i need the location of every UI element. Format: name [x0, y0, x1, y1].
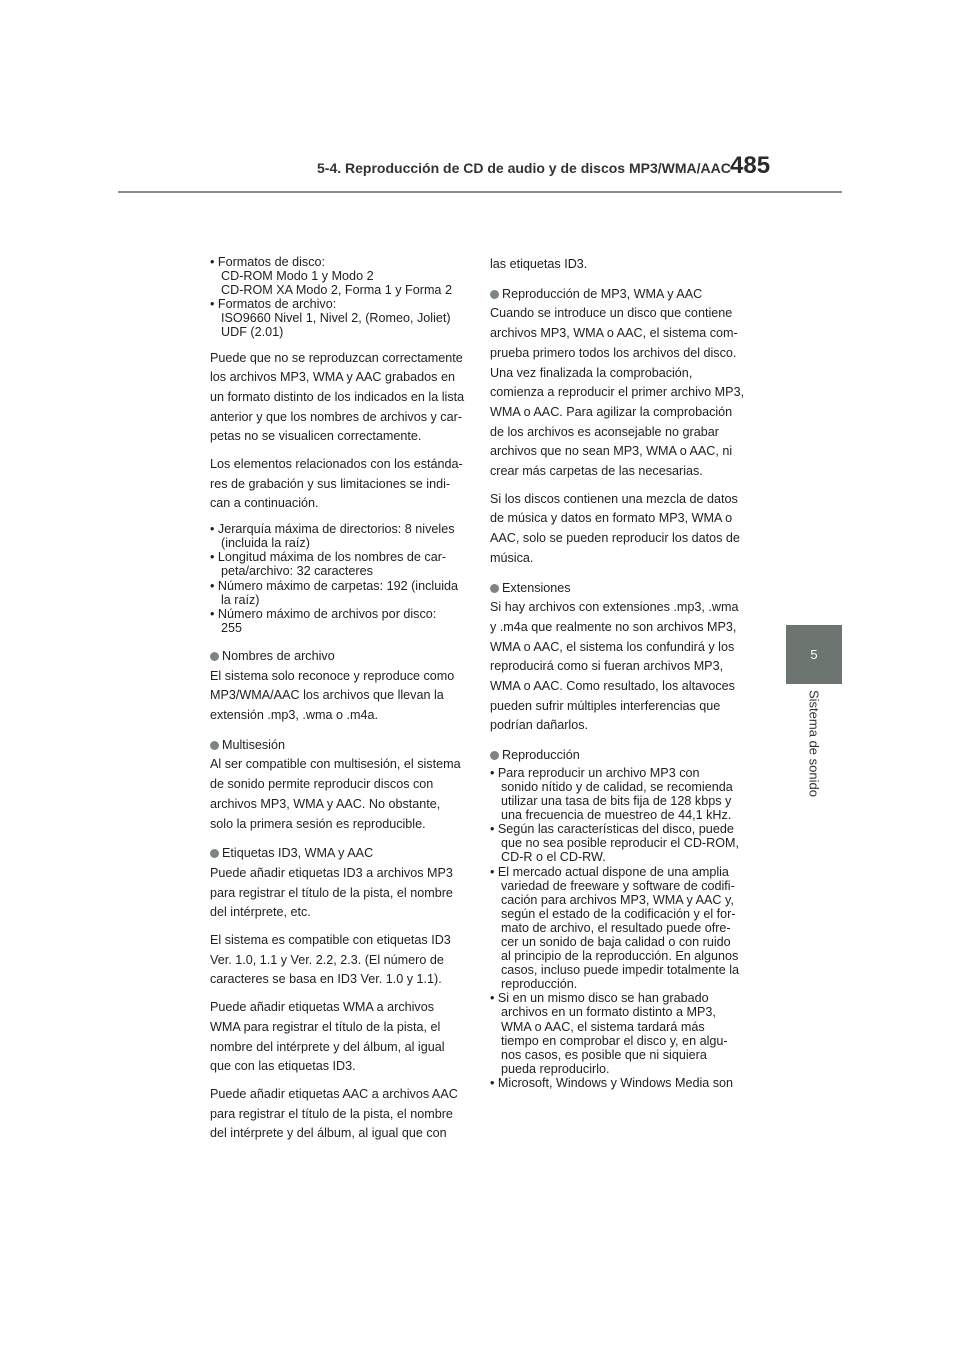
- text-line: que con las etiquetas ID3.: [210, 1059, 356, 1074]
- chapter-number: 5: [810, 647, 818, 662]
- chapter-label: [786, 690, 842, 820]
- list-item: nos casos, es posible que ni siquiera: [501, 1047, 707, 1062]
- text-line: solo la primera sesión es reproducible.: [210, 816, 426, 831]
- chapter-tab[interactable]: [786, 625, 842, 684]
- subheading: [210, 844, 468, 864]
- text-line: y .m4a que realmente no son archivos MP3,: [490, 619, 737, 634]
- list-item: según el estado de la codificación y el for-: [501, 906, 736, 921]
- text-line: los archivos MP3, WMA y AAC grabados en: [210, 370, 455, 385]
- bullet-dot-icon: [210, 849, 219, 858]
- text-line: podrían dañarlos.: [490, 718, 589, 733]
- text-line: anterior y que los nombres de archivos y car-: [210, 409, 462, 424]
- list-item: • Formatos de archivo:: [210, 297, 337, 312]
- text-line: reproducirá como si fueran archivos MP3,: [490, 659, 724, 674]
- text-line: de sonido permite reproducir discos con: [210, 777, 434, 792]
- text-line: archivos que no sean MP3, WMA o AAC, ni: [490, 444, 733, 459]
- text-line: del intérprete, etc.: [210, 905, 311, 920]
- text-line: de los archivos es aconsejable no grabar: [490, 424, 719, 439]
- section-title: 5-4. Reproducción de CD de audio y de discos MP3/WMA/AAC: [317, 160, 731, 176]
- subheading: [490, 579, 752, 599]
- paragraph: [210, 455, 468, 514]
- subheading-text: Nombres de archivo: [222, 648, 335, 663]
- paragraph: [490, 598, 752, 736]
- list-item: peta/archivo: 32 caracteres: [221, 564, 373, 579]
- text-line: pueden sufrir múltiples interferencias que: [490, 698, 721, 713]
- text-line: crear más carpetas de las necesarias.: [490, 464, 703, 479]
- paragraph: [490, 304, 752, 481]
- text-line: un formato distinto de los indicados en la lista: [210, 389, 465, 404]
- list-item: reproducción.: [501, 977, 578, 992]
- list-item: utilizar una tasa de bits fija de 128 kbps y: [501, 794, 732, 809]
- text-line: Puede añadir etiquetas AAC a archivos AAC: [210, 1087, 458, 1101]
- list-item: • Microsoft, Windows y Windows Media son: [490, 1075, 734, 1090]
- list-item: casos, incluso puede impedir totalmente la: [501, 963, 740, 978]
- list-item: una frecuencia de muestreo de 44,1 kHz.: [501, 808, 732, 823]
- text-line: Puede añadir etiquetas WMA a archivos: [210, 1000, 435, 1015]
- list-item: • Formatos de disco:: [210, 255, 325, 269]
- list-item: (incluida la raíz): [221, 536, 310, 551]
- subheading-text: Reproducción: [502, 748, 580, 763]
- list-item: • Número máximo de archivos por disco:: [210, 606, 437, 621]
- list-item: 255: [221, 620, 243, 635]
- list-item: • Número máximo de carpetas: 192 (incluida: [210, 578, 459, 593]
- text-line: WMA para registrar el título de la pista, el: [210, 1019, 441, 1034]
- subheading-text: Multisesión: [222, 737, 285, 752]
- text-line: WMA o AAC, el sistema los confundirá y los: [490, 639, 735, 654]
- list-item: la raíz): [221, 592, 260, 607]
- subheading-text: Reproducción de MP3, WMA y AAC: [502, 286, 703, 301]
- list-item: pueda reproducirlo.: [501, 1061, 610, 1076]
- paragraph: [210, 1085, 468, 1144]
- list-item: • Si en un mismo disco se han grabado: [490, 991, 709, 1006]
- paragraph: [210, 998, 468, 1077]
- header-divider: [118, 191, 842, 193]
- list-item: • Para reproducir un archivo MP3 con: [490, 765, 700, 780]
- bullet-dot-icon: [490, 290, 499, 299]
- text-line: prueba primero todos los archivos del disco.: [490, 345, 737, 360]
- text-line: Si hay archivos con extensiones .mp3, .wma: [490, 600, 739, 615]
- subheading: [490, 285, 752, 305]
- text-line: El sistema solo reconoce y reproduce como: [210, 668, 455, 683]
- list-item: sonido nítido y de calidad, se recomienda: [501, 779, 733, 794]
- list-item: UDF (2.01): [221, 325, 284, 340]
- left-column: [210, 255, 468, 1152]
- list-item: tiempo en comprobar el disco y, en algu-: [501, 1033, 728, 1048]
- paragraph: [210, 864, 468, 923]
- paragraph: [210, 931, 468, 990]
- text-line: de música y datos en formato MP3, WMA o: [490, 511, 733, 526]
- text-line: petas no se visualicen correctamente.: [210, 429, 422, 444]
- text-line: Ver. 1.0, 1.1 y Ver. 2.2, 2.3. (El número de: [210, 952, 444, 967]
- paragraph: [490, 490, 752, 569]
- text-line: extensión .mp3, .wma o .m4a.: [210, 708, 378, 723]
- text-line: AAC, solo se pueden reproducir los datos de: [490, 531, 740, 546]
- list-item: cer un sonido de baja calidad o con ruido: [501, 935, 731, 949]
- paragraph: [210, 667, 468, 726]
- subheading-text: Extensiones: [502, 580, 571, 595]
- bullet-dot-icon: [490, 584, 499, 593]
- text-line: las etiquetas ID3.: [490, 257, 588, 271]
- list-item: CD-R o el CD-RW.: [501, 850, 606, 865]
- list-item: CD-ROM Modo 1 y Modo 2: [221, 269, 374, 284]
- paragraph: [490, 255, 752, 275]
- right-column: [490, 255, 752, 1099]
- paragraph: [210, 349, 468, 448]
- text-line: música.: [490, 550, 534, 565]
- playback-list: [490, 766, 752, 1090]
- list-item: al principio de la reproducción. En algunos: [501, 949, 739, 964]
- list-item: archivos en un formato distinto a MP3,: [501, 1005, 716, 1020]
- text-line: Al ser compatible con multisesión, el sistema: [210, 757, 461, 772]
- disc-formats-list: [210, 255, 468, 340]
- text-line: res de grabación y sus limitaciones se indi-: [210, 476, 451, 491]
- list-item: • Longitud máxima de los nombres de car-: [210, 550, 447, 565]
- bullet-dot-icon: [490, 751, 499, 760]
- list-item: variedad de freeware y software de codifi-: [501, 878, 735, 893]
- subheading: [490, 746, 752, 766]
- text-line: caracteres se basa en ID3 Ver. 1.0 y 1.1).: [210, 972, 442, 987]
- list-item: mato de archivo, el resultado puede ofre-: [501, 920, 731, 935]
- list-item: que no sea posible reproducir el CD-ROM,: [501, 836, 739, 851]
- text-line: Cuando se introduce un disco que contiene: [490, 306, 733, 321]
- text-line: MP3/WMA/AAC los archivos que llevan la: [210, 688, 444, 703]
- list-item: CD-ROM XA Modo 2, Forma 1 y Forma 2: [221, 283, 452, 298]
- text-line: archivos MP3, WMA o AAC, el sistema com-: [490, 326, 738, 341]
- list-item: • El mercado actual dispone de una amplia: [490, 864, 729, 879]
- text-line: Una vez finalizada la comprobación,: [490, 365, 693, 380]
- text-line: can a continuación.: [210, 496, 319, 511]
- paragraph: [210, 755, 468, 834]
- page-number: 485: [730, 152, 771, 179]
- chapter-label-text: Sistema de sonido: [806, 690, 822, 797]
- text-line: comienza a reproducir el primer archivo MP3,: [490, 385, 745, 400]
- bullet-dot-icon: [210, 741, 219, 750]
- text-line: para registrar el título de la pista, el nombre: [210, 885, 453, 900]
- text-line: archivos MP3, WMA y AAC. No obstante,: [210, 796, 441, 811]
- text-line: Puede que no se reproduzcan correctamente: [210, 350, 463, 365]
- text-line: Puede añadir etiquetas ID3 a archivos MP3: [210, 865, 453, 880]
- text-line: del intérprete y del álbum, al igual que con: [210, 1126, 447, 1141]
- subheading-text: Etiquetas ID3, WMA y AAC: [222, 846, 374, 861]
- limits-list: [210, 522, 468, 635]
- text-line: nombre del intérprete y del álbum, al igual: [210, 1039, 445, 1054]
- subheading: [210, 736, 468, 756]
- text-line: Si los discos contienen una mezcla de datos: [490, 491, 738, 506]
- list-item: cación para archivos MP3, WMA y AAC y,: [501, 892, 734, 907]
- list-item: ISO9660 Nivel 1, Nivel 2, (Romeo, Joliet): [221, 311, 451, 326]
- text-line: WMA o AAC. Como resultado, los altavoces: [490, 679, 735, 694]
- bullet-dot-icon: [210, 652, 219, 661]
- list-item: WMA o AAC, el sistema tardará más: [501, 1019, 705, 1034]
- list-item: • Según las características del disco, puede: [490, 822, 734, 837]
- text-line: para registrar el título de la pista, el nombre: [210, 1106, 453, 1121]
- text-line: WMA o AAC. Para agilizar la comprobación: [490, 404, 733, 419]
- list-item: • Jerarquía máxima de directorios: 8 niveles: [210, 522, 455, 537]
- text-line: Los elementos relacionados con los estánda-: [210, 457, 463, 472]
- subheading: [210, 647, 468, 667]
- text-line: El sistema es compatible con etiquetas ID3: [210, 933, 451, 948]
